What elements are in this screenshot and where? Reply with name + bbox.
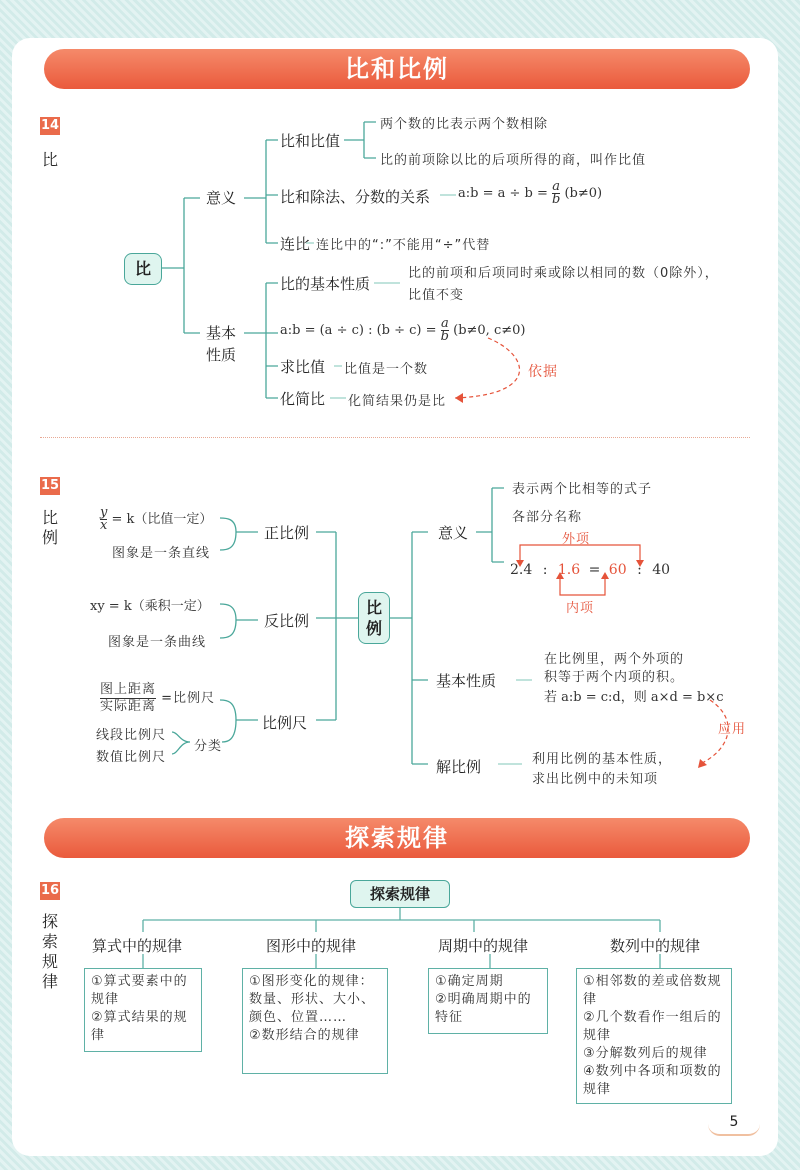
label-inner-terms: 内项 bbox=[566, 601, 595, 616]
ex-term-a: 2.4 bbox=[510, 562, 533, 578]
note-solve-1: 利用比例的基本性质， bbox=[532, 752, 673, 767]
section-label-proportion-2: 例 bbox=[41, 528, 58, 547]
box-sequence-item-2: ②几个数看作一组后的规律 bbox=[583, 1010, 722, 1043]
box-sequence-item-3: ③分解数列后的规律 bbox=[583, 1046, 708, 1061]
formula-relation-lhs: a:b = a ÷ b = bbox=[458, 186, 548, 201]
note-scale-classes: 分类 bbox=[194, 739, 223, 754]
scale-eq: =比例尺 bbox=[161, 691, 216, 706]
section-label-pattern-1: 探 bbox=[41, 912, 58, 931]
formula-bn: 若 a:b = c:d，则 a×d = b×c bbox=[544, 690, 724, 705]
note-find-value: 比值是一个数 bbox=[344, 362, 429, 377]
formula-inverse: xy = k（乘积一定） bbox=[90, 599, 210, 614]
frac-num: a bbox=[552, 179, 561, 194]
label-outer-terms: 外项 bbox=[562, 532, 591, 547]
box-figure-item-1: ①图形变化的规律：数量、形状、大小、颜色、位置…… bbox=[249, 974, 376, 1025]
branch-solve-proportion: 解比例 bbox=[436, 758, 482, 776]
box-sequence-item-1: ①相邻数的差或倍数规律 bbox=[583, 974, 722, 1007]
note-chain-ratio: 连比中的“:”不能用“÷”代替 bbox=[316, 238, 491, 253]
box-figure-item-2: ②数形结合的规律 bbox=[249, 1028, 360, 1043]
note-inverse-graph: 图象是一条曲线 bbox=[108, 635, 207, 650]
formula-direct-rhs: = k（比值一定） bbox=[111, 512, 213, 527]
fraction-a-over-b bbox=[552, 181, 560, 206]
node-scale: 比例尺 bbox=[262, 714, 308, 732]
note-basic-property-2: 比值不变 bbox=[408, 288, 465, 303]
ex-term-c: 60 bbox=[608, 562, 627, 578]
fraction-a-over-b-2 bbox=[441, 318, 449, 343]
note-numeric-scale: 数值比例尺 bbox=[96, 750, 167, 765]
fraction-scale bbox=[100, 682, 156, 715]
box-sequence bbox=[576, 968, 732, 1104]
note-parts-name: 各部分名称 bbox=[512, 510, 583, 525]
node-relation: 比和除法、分数的关系 bbox=[280, 188, 431, 206]
root-node-proportion-1: 比 bbox=[365, 598, 382, 617]
box-period bbox=[428, 968, 548, 1034]
box-formula-item-2: ②算式结果的规律 bbox=[91, 1010, 188, 1043]
formula-bp-cond: (b≠0, c≠0) bbox=[453, 323, 526, 338]
box-formula-item-1: ①算式要素中的规律 bbox=[91, 974, 188, 1007]
note-line-scale: 线段比例尺 bbox=[96, 728, 167, 743]
section-label-proportion bbox=[40, 508, 60, 548]
ex-eq: = bbox=[588, 562, 601, 578]
scale-num: 图上距离 bbox=[100, 682, 157, 697]
formula-basic-property bbox=[280, 318, 525, 343]
section-label-pattern-3: 规 bbox=[41, 952, 58, 971]
branch-title-period: 周期中的规律 bbox=[438, 937, 529, 955]
frac-den: b bbox=[552, 192, 561, 207]
branch-title-formula: 算式中的规律 bbox=[92, 937, 183, 955]
fraction-y-over-x bbox=[100, 507, 107, 532]
note-bn-2: 积等于两个内项的积。 bbox=[544, 670, 685, 685]
note-bn-1: 在比例里，两个外项的 bbox=[544, 652, 685, 667]
formula-relation bbox=[458, 181, 602, 206]
proportion-example bbox=[510, 562, 670, 578]
page-number: 5 bbox=[708, 1110, 760, 1136]
frac-x: x bbox=[100, 518, 108, 533]
section-banner-pattern: 探索规律 bbox=[44, 818, 750, 858]
frac-num-2: a bbox=[440, 316, 449, 331]
section-label-pattern bbox=[40, 912, 60, 992]
note-solve-2: 求出比例中的未知项 bbox=[532, 772, 659, 787]
section-number-15: 15 bbox=[40, 478, 60, 493]
note-simplify: 化简结果仍是比 bbox=[348, 394, 447, 409]
ex-term-b: 1.6 bbox=[557, 562, 581, 578]
node-chain-ratio: 连比 bbox=[280, 235, 311, 253]
branch-basic-nature-l2: 性质 bbox=[206, 346, 237, 364]
ex-sep-2: : bbox=[637, 562, 642, 578]
frac-y: y bbox=[100, 505, 108, 520]
node-basic-property: 比的基本性质 bbox=[280, 275, 371, 293]
branch-basic-nature-l1: 基本 bbox=[206, 324, 237, 342]
branch-prop-meaning: 意义 bbox=[438, 524, 469, 542]
node-simplify: 化简比 bbox=[280, 390, 326, 408]
node-direct-proportion: 正比例 bbox=[264, 524, 310, 542]
root-node-ratio: 比 bbox=[124, 253, 162, 285]
formula-relation-cond: (b≠0) bbox=[564, 186, 603, 201]
box-period-item-1: ①确定周期 bbox=[435, 974, 504, 989]
label-apply: 应用 bbox=[718, 722, 747, 737]
box-formula bbox=[84, 968, 202, 1052]
section-number-16: 16 bbox=[40, 883, 60, 898]
note-basic-property-1: 比的前项和后项同时乘或除以相同的数（0除外）， bbox=[408, 266, 719, 281]
note-ratio-value-def: 比的前项除以比的后项所得的商，叫作比值 bbox=[380, 153, 647, 168]
scale-den: 实际距离 bbox=[100, 699, 157, 714]
section-label-pattern-2: 索 bbox=[41, 932, 58, 951]
frac-den-2: b bbox=[440, 329, 449, 344]
branch-basic-nature bbox=[206, 322, 236, 366]
root-node-pattern: 探索规律 bbox=[350, 880, 450, 908]
formula-scale bbox=[100, 682, 215, 715]
formula-direct bbox=[100, 507, 212, 532]
section-label-proportion-1: 比 bbox=[41, 508, 58, 527]
branch-prop-basic-nature: 基本性质 bbox=[436, 672, 497, 690]
section-label-ratio: 比 bbox=[41, 150, 58, 169]
root-node-proportion bbox=[358, 592, 390, 644]
note-prop-meaning: 表示两个比相等的式子 bbox=[512, 482, 653, 497]
label-basis: 依据 bbox=[528, 364, 558, 380]
node-ratio-value: 比和比值 bbox=[280, 132, 341, 150]
node-find-value: 求比值 bbox=[280, 358, 326, 376]
formula-bp-lhs: a:b = (a ÷ c) : (b ÷ c) = bbox=[280, 323, 437, 338]
box-figure bbox=[242, 968, 388, 1074]
branch-meaning: 意义 bbox=[206, 189, 237, 207]
note-ratio-division: 两个数的比表示两个数相除 bbox=[380, 117, 549, 132]
section-divider bbox=[40, 437, 750, 438]
note-direct-graph: 图象是一条直线 bbox=[112, 546, 211, 561]
section-label-pattern-4: 律 bbox=[41, 972, 58, 991]
section-banner-ratio: 比和比例 bbox=[44, 49, 750, 89]
box-sequence-item-4: ④数列中各项和项数的规律 bbox=[583, 1064, 722, 1097]
node-inverse-proportion: 反比例 bbox=[264, 612, 310, 630]
root-node-proportion-2: 例 bbox=[365, 619, 382, 638]
branch-title-figure: 图形中的规律 bbox=[266, 937, 357, 955]
ex-sep-1: : bbox=[542, 562, 548, 578]
branch-title-sequence: 数列中的规律 bbox=[610, 937, 701, 955]
ex-term-d: 40 bbox=[652, 562, 671, 578]
section-number-14: 14 bbox=[40, 118, 60, 133]
box-period-item-2: ②明确周期中的特征 bbox=[435, 992, 532, 1025]
